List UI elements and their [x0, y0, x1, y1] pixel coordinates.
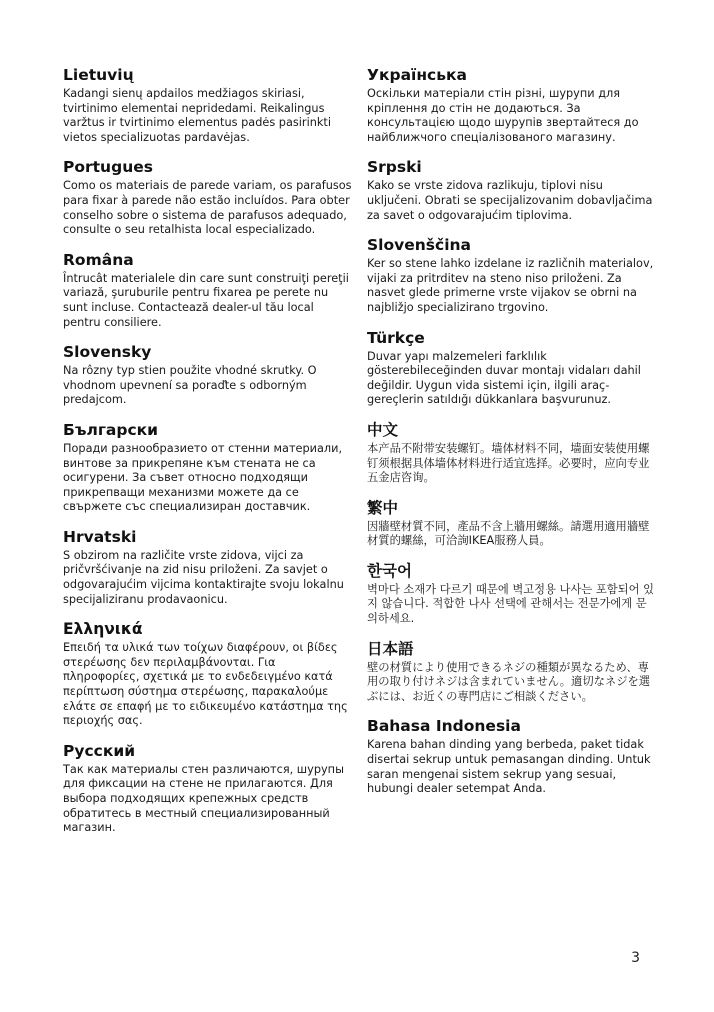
section-ukrainska — [367, 66, 657, 145]
section-title: Srpski — [367, 158, 422, 177]
left-column — [63, 66, 353, 849]
section-text: Întrucât materialele din care sunt construiţi pereţii variază, şuruburile pentru fixarea pe perete nu sunt incluse. Contactează dealer-ul tău local pentru consiliere. — [63, 271, 349, 329]
section-title: Lietuvių — [63, 66, 134, 84]
section-text: Como os materiais de parede variam, os parafusos para fixar à parede não estão incluídos. Para obter conselho sobre o sistema de parafusos adequado, consulte o seu retalhista local especializado. — [63, 179, 352, 237]
section-text: 벽마다 소재가 다르기 때문에 벽고정용 나사는 포함되어 있지 않습니다. 적합한 나사 선택에 관해서는 전문가에게 문의하세요. — [367, 582, 655, 626]
section-fanzhong — [367, 499, 657, 549]
section-lietuviu — [63, 66, 353, 145]
section-text: Duvar yapı malzemeleri farklılık gösterebileceğinden duvar montajı vidaları dahil değildir. Uygun vida sistemi için, ilgili araç-gereçlerin satıldığı dükkanlara başvurunuz. — [367, 349, 641, 407]
section-title: Български — [63, 420, 159, 439]
section-hangugeo — [367, 562, 657, 627]
section-title: Portugues — [63, 158, 153, 177]
section-text: Kako se vrste zidova razlikuju, tiplovi nisu uključeni. Obrati se specijalizovanim dobavljačima za savet o odgovarajućim tiplovima. — [367, 179, 653, 222]
section-title: Româna — [63, 250, 134, 269]
section-text: Επειδή τα υλικά των τοίχων διαφέρουν, οι βίδες στερέωσης δεν περιλαμβάνονται. Για πληροφορίες, σχετικά με το ενδεδειγμένο κατά περίπτωση σύστημα στερέωσης, παρακαλούμε ελάτε σε επαφή με το ειδικευμένο κατάστημα της περιοχής σας. — [63, 641, 348, 728]
section-title: 中文 — [367, 420, 399, 439]
section-title: 繁中 — [367, 498, 399, 517]
section-title: Русский — [63, 741, 136, 760]
section-title: Ελληνικά — [63, 620, 143, 639]
section-zhongwen — [367, 421, 657, 486]
section-hrvatski — [63, 528, 353, 607]
page-number: 3 — [631, 950, 640, 966]
section-ellinika — [63, 620, 353, 729]
section-text: Karena bahan dinding yang berbeda, paket tidak disertai sekrup untuk pemasangan dinding. Untuk saran mengenai sistem sekrup yang sesuai, hubungi dealer setempat Anda. — [367, 738, 651, 796]
right-column — [367, 66, 657, 810]
section-title: Slovenščina — [367, 236, 471, 255]
section-title: Slovensky — [63, 343, 152, 362]
section-bahasa-indonesia — [367, 717, 657, 796]
section-text: Оскільки матеріали стін різні, шурупи для кріплення до стін не додаються. За консультацією щодо шурупів звертайтеся до найближчого спеціалізованого магазину. — [367, 87, 639, 144]
section-slovenscina — [367, 236, 657, 315]
section-text: Na rôzny typ stien použite vhodné skrutky. O vhodnom upevnení sa poraďte s odborným predajcom. — [63, 364, 317, 407]
section-nihongo — [367, 640, 657, 705]
section-slovensky — [63, 343, 353, 408]
section-title: 한국어 — [367, 561, 412, 580]
section-title: Українська — [367, 66, 468, 84]
section-text: Kadangi sienų apdailos medžiagos skiriasi, tvirtinimo elementai nepridedami. Reikalingus varžtus ir tvirtinimo elementus padės pasirinkti vietos specializuotas pardavėjas. — [63, 87, 331, 144]
section-title: Bahasa Indonesia — [367, 717, 521, 736]
section-russkiy — [63, 742, 353, 836]
section-text: S obzirom na različite vrste zidova, vijci za pričvršćivanje na zid nisu priloženi. Za savjet o odgovarajućim vijcima kontaktirajte svoju lokalnu specijaliziranu prodavaonicu. — [63, 548, 344, 606]
section-text: Так как материалы стен различаются, шурупы для фиксации на стене не прилагаются. Для выбора подходящих крепежных средств обратитесь в местный специализированный магазин. — [63, 762, 344, 835]
section-text: Ker so stene lahko izdelane iz različnih materialov, vijaki za pritrditev na steno niso priloženi. Za nasvet glede primerne vrste vijakov se obrni na najbližjo specializirano trgovino. — [367, 257, 654, 314]
section-romana — [63, 251, 353, 330]
section-text: Поради разнообразието от стенни материали, винтове за прикрепяне към стената не са осигурени. За съвет относно подходящи прикрепващи механизми можете да се свържете със специализиран доставчик. — [63, 441, 343, 514]
section-portugues — [63, 158, 353, 237]
section-title: 日本語 — [367, 639, 414, 658]
section-text: 壁の材質により使用できるネジの種類が異なるため、専用の取り付けネジは含まれていません。適切なネジを選ぶには、お近くの専門店にご相談ください。 — [367, 660, 651, 703]
section-turkce — [367, 329, 657, 408]
section-title: Hrvatski — [63, 527, 137, 546]
section-srpski — [367, 158, 657, 223]
section-text: 本产品不附带安装螺钉。墙体材料不同，墙面安装使用螺钉须根据具体墙体材料进行适宜选择。必要时，应向专业五金店咨询。 — [367, 441, 650, 485]
section-title: Türkçe — [367, 328, 425, 347]
section-bulgarski — [63, 421, 353, 515]
section-text: 因牆壁材質不同，產品不含上牆用螺絲。請選用適用牆壁材質的螺絲，可洽詢IKEA服務人員。 — [367, 519, 650, 548]
